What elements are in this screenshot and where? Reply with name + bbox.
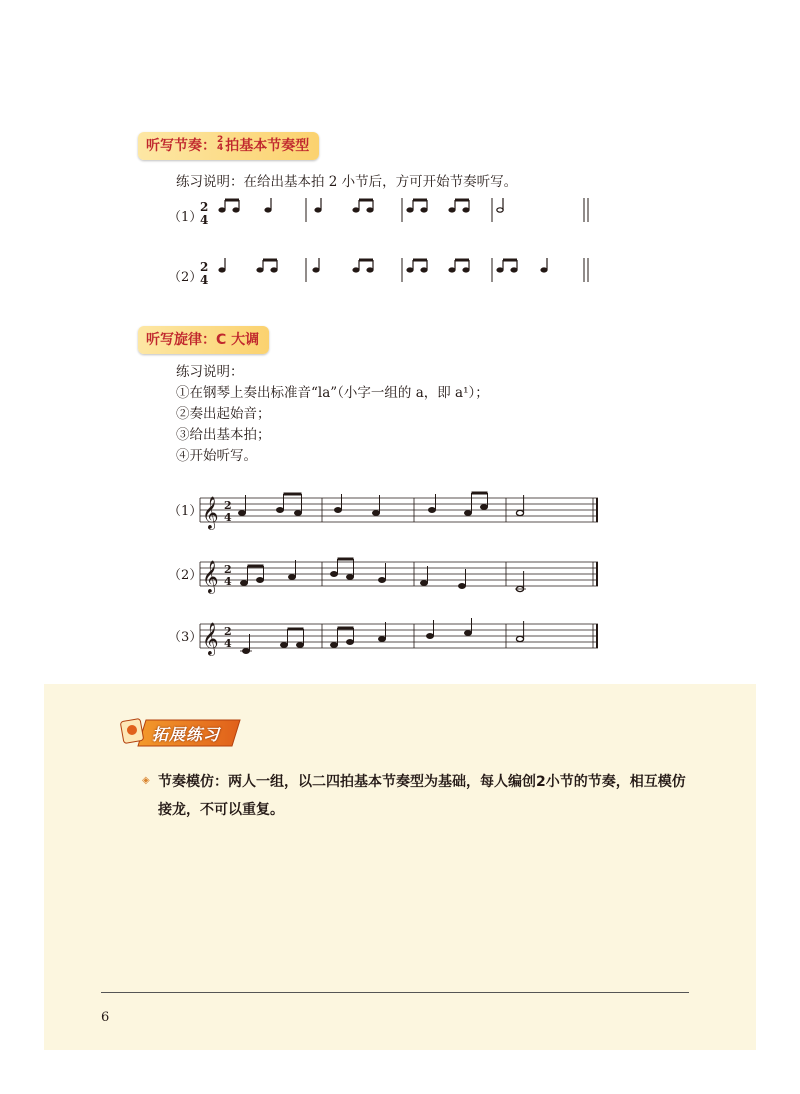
treble-clef-icon: 𝄞 — [202, 622, 219, 655]
svg-text:2: 2 — [224, 499, 232, 512]
time-sig-top: 2 — [200, 260, 209, 274]
treble-clef-icon: 𝄞 — [202, 496, 219, 529]
svg-text:2: 2 — [224, 563, 232, 576]
header-suffix: 拍基本节奏型 — [225, 138, 310, 154]
rhythm-item-label: （1） — [168, 210, 203, 225]
section-header-rhythm-dictation — [138, 132, 319, 160]
header-prefix: 听写节奏： — [146, 138, 216, 154]
svg-text:4: 4 — [224, 575, 232, 588]
time-sig-top: 2 — [200, 200, 209, 214]
melody-step-3: ③给出基本拍； — [176, 427, 271, 443]
footer-divider — [101, 992, 689, 993]
rhythm-line-1 — [196, 196, 606, 232]
rhythm-item-label: （2） — [168, 270, 203, 285]
rhythm-line-2 — [196, 256, 606, 292]
melody-step-1: ①在钢琴上奏出标准音“la”（小字一组的 a，即 a¹）； — [176, 385, 489, 401]
svg-text:4: 4 — [224, 637, 232, 650]
melody-item-label: （2） — [168, 568, 203, 583]
time-sig-bottom: 4 — [200, 213, 209, 227]
svg-text:4: 4 — [224, 511, 232, 524]
melody-step-4: ④开始听写。 — [176, 448, 257, 464]
extension-title: 拓展练习 — [152, 725, 221, 744]
rhythm-instruction: 练习说明：在给出基本拍 2 小节后，方可开始节奏听写。 — [176, 174, 518, 190]
diamond-bullet-icon: ◈ — [142, 775, 150, 786]
page-number: 6 — [101, 1010, 110, 1025]
melody-instruction-label: 练习说明： — [176, 364, 244, 380]
melody-staff-2 — [200, 554, 600, 598]
time-fraction: 2 4 — [217, 135, 224, 153]
time-sig-bottom: 4 — [200, 273, 209, 287]
section-header-melody-dictation: 听写旋律：C 大调 — [138, 326, 269, 354]
melody-staff-3 — [200, 616, 600, 660]
melody-staff-1 — [200, 490, 600, 534]
treble-clef-icon: 𝄞 — [202, 560, 219, 593]
svg-text:2: 2 — [224, 625, 232, 638]
extension-text: 节奏模仿：两人一组，以二四拍基本节奏型为基础，每人编创2小节的节奏，相互模仿接龙，不可以重复。 — [158, 774, 686, 818]
melody-item-label: （3） — [168, 630, 203, 645]
melody-step-2: ②奏出起始音； — [176, 406, 271, 422]
melody-item-label: （1） — [168, 504, 203, 519]
